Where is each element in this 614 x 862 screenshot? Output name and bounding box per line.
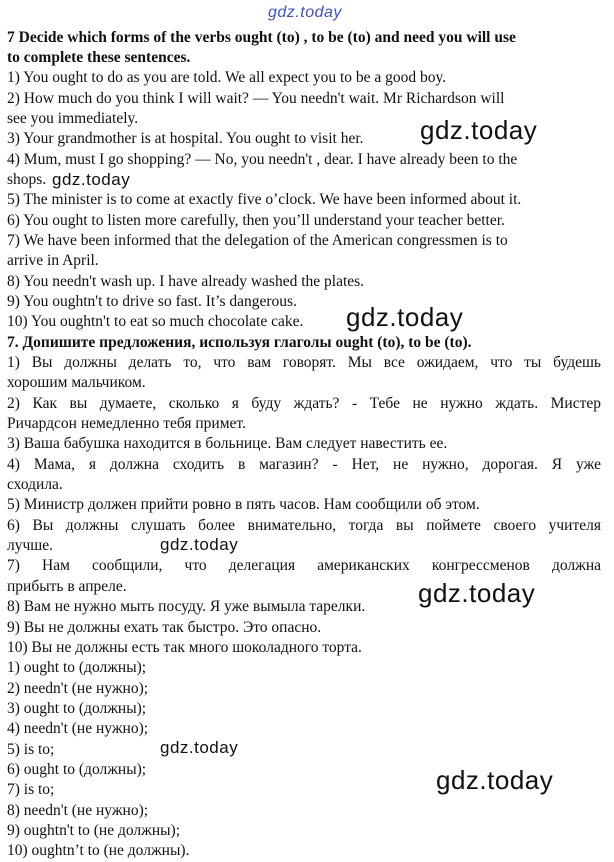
text-line: хорошим мальчиком. xyxy=(7,374,146,391)
answer-line: 6) ought to (должны); xyxy=(7,761,147,778)
text-line: 7) Нам сообщили, что делегация американских конгрессменов должна xyxy=(7,557,601,574)
answer-line: 5) is to; xyxy=(7,741,55,758)
text-line: 2) How much do you think I will wait? — You needn't wait. Mr Richardson will xyxy=(7,90,505,107)
answer-line: 1) ought to (должны); xyxy=(7,659,147,676)
exercise-heading-en-cont: to complete these sentences. xyxy=(7,49,191,66)
text-line: 5) The minister is to come at exactly five o’clock. We have been informed about it. xyxy=(7,191,522,208)
text-line: 3) Your grandmother is at hospital. You ought to visit her. xyxy=(7,130,364,147)
answer-line: 10) oughtn’t to (не должны). xyxy=(7,842,190,859)
text-line: 4) Мама, я должна сходить в магазин? - Нет, не нужно, дорогая. Я уже xyxy=(7,456,601,473)
answer-line: 8) needn't (не нужно); xyxy=(7,802,149,819)
answer-line: 4) needn't (не нужно); xyxy=(7,720,149,737)
watermark: gdz.today xyxy=(418,578,536,608)
exercise-heading-en: 7 Decide which forms of the verbs ought (to) , to be (to) and need you will use xyxy=(7,29,516,46)
text-line: 5) Министр должен прийти ровно в пять часов. Нам сообщили об этом. xyxy=(7,496,480,513)
text-line: прибыть в апреле. xyxy=(7,578,127,595)
text-line: 10) Вы не должны есть так много шоколадного торта. xyxy=(7,639,362,656)
text-line: 2) Как вы думаете, сколько я буду ждать? - Тебе не нужно ждать. Мистер xyxy=(7,395,601,412)
text-line: 9) Вы не должны ехать так быстро. Это опасно. xyxy=(7,619,322,636)
text-line: 1) Вы должны делать то, что вам говорят. Мы все ожидаем, что ты будешь xyxy=(7,354,601,371)
exercise-heading-ru: 7. Допишите предложения, используя глаголы ought (to), to be (to). xyxy=(7,334,472,351)
watermark: gdz.today xyxy=(420,115,538,145)
watermark-top: gdz.today xyxy=(268,4,342,21)
text-line: 8) You needn't wash up. I have already washed the plates. xyxy=(7,273,365,290)
text-line: 4) Mum, must I go shopping? — No, you needn't , dear. I have already been to the xyxy=(7,151,518,168)
answer-line: 2) needn't (не нужно); xyxy=(7,680,149,697)
answer-line: 9) oughtn't to (не должны); xyxy=(7,822,181,839)
text-line: see you immediately. xyxy=(7,110,139,127)
watermark: gdz.today xyxy=(160,535,239,554)
text-line: 3) Ваша бабушка находится в больнице. Вам следует навестить ее. xyxy=(7,435,448,452)
text-line: shops. xyxy=(7,171,47,188)
watermark: gdz.today xyxy=(346,302,464,332)
text-line: 9) You oughtn't to drive so fast. It’s dangerous. xyxy=(7,293,297,310)
text-line: 6) You ought to listen more carefully, then you’ll understand your teacher better. xyxy=(7,212,505,229)
answer-line: 3) ought to (должны); xyxy=(7,700,147,717)
text-line: 1) You ought to do as you are told. We all expect you to be a good boy. xyxy=(7,69,447,86)
answer-line: 7) is to; xyxy=(7,781,55,798)
text-line: 8) Вам не нужно мыть посуду. Я уже вымыла тарелки. xyxy=(7,598,366,615)
text-line: лучше. xyxy=(7,537,53,554)
text-line: сходила. xyxy=(7,476,63,493)
watermark: gdz.today xyxy=(52,170,131,189)
watermark: gdz.today xyxy=(160,738,239,757)
text-line: Ричардсон немедленно тебя примет. xyxy=(7,415,246,432)
text-line: 6) Вы должны слушать более внимательно, тогда вы поймете своего учителя xyxy=(7,517,601,534)
text-line: 7) We have been informed that the delegation of the American congressmen is to xyxy=(7,232,508,249)
watermark: gdz.today xyxy=(436,765,554,795)
text-line: arrive in April. xyxy=(7,252,99,269)
text-line: 10) You oughtn't to eat so much chocolate cake. xyxy=(7,313,304,330)
